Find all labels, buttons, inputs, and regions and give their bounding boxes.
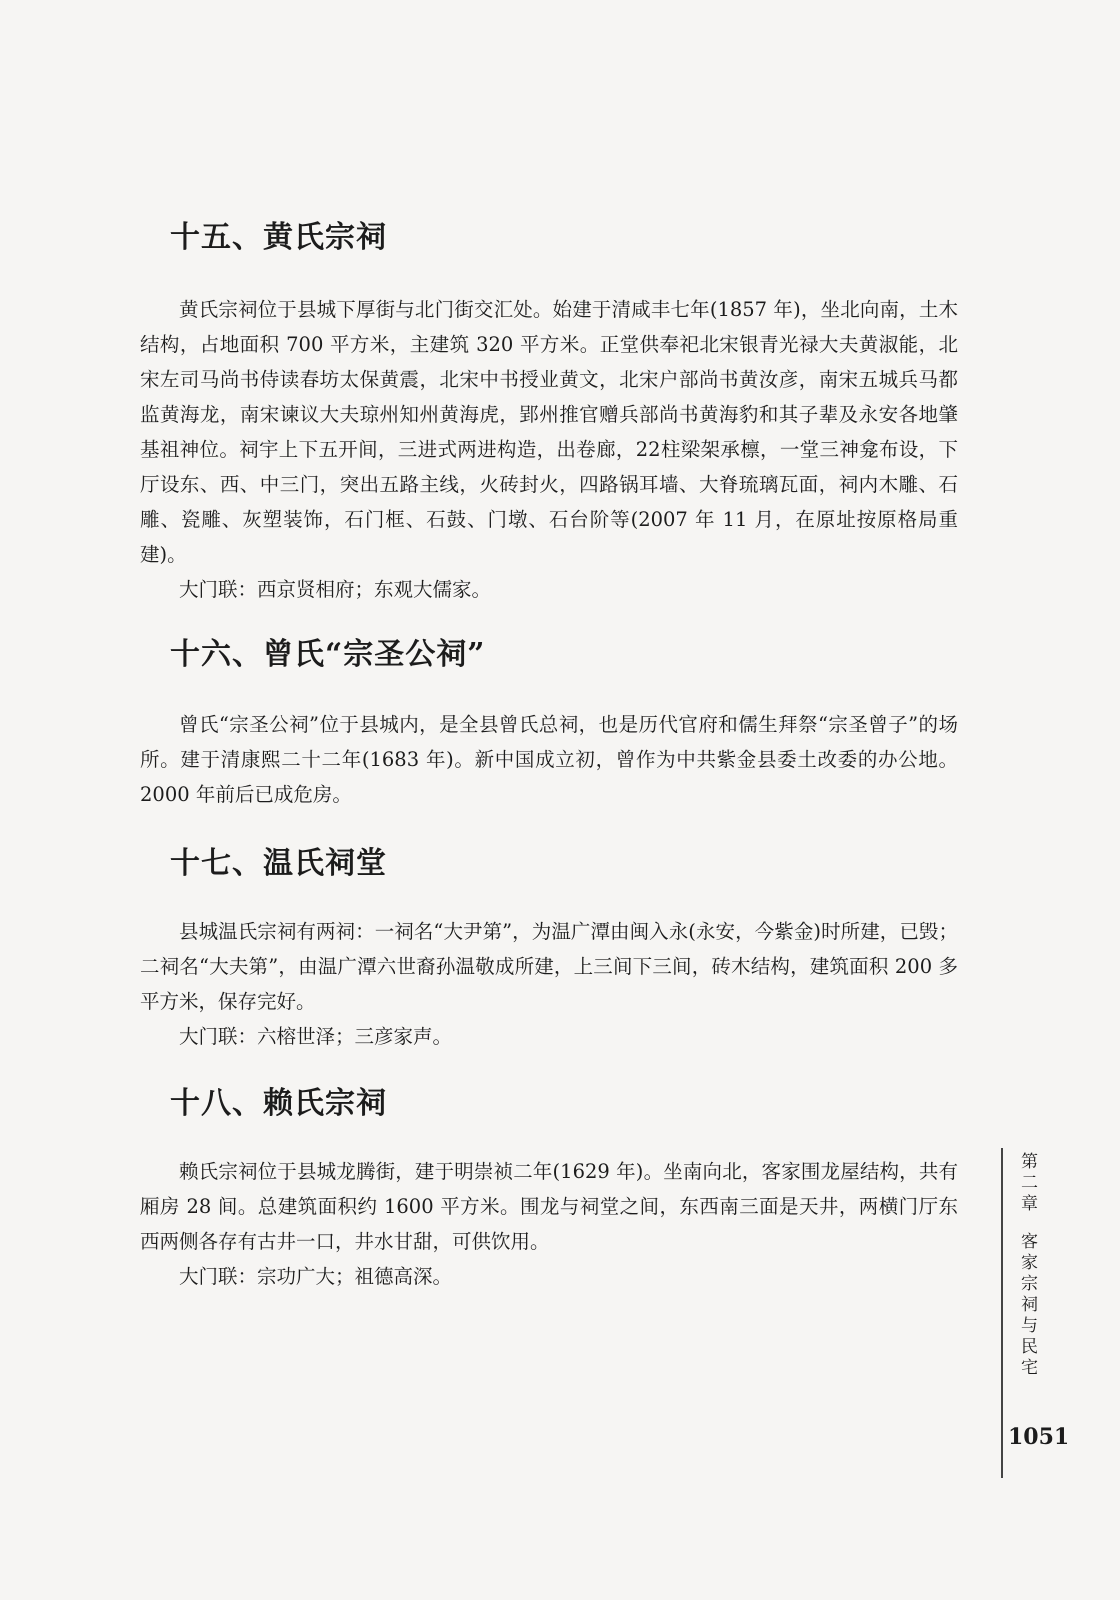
sidebar-chapter-title: 客家宗祠与民宅 bbox=[1017, 1232, 1037, 1379]
section-heading-18: 十八、赖氏宗祠 bbox=[170, 1086, 387, 1121]
section-paragraph-16: 曾氏“宗圣公祠”位于县城内，是全县曾氏总祠，也是历代官府和儒生拜祭“宗圣曾子”的场所。建于清康熙二十二年(1683 年)。新中国成立初，曾作为中共紫金县委土改委的办公地。2000 年前后已成危房。 bbox=[140, 713, 958, 806]
section-paragraph-17: 县城温氏宗祠有两祠：一祠名“大尹第”，为温广潭由闽入永(永安，今紫金)时所建，已毁；二祠名“大夫第”，由温广潭六世裔孙温敬成所建，上三间下三间，砖木结构，建筑面积 200 多平方米，保存完好。 bbox=[140, 920, 958, 1013]
section-heading-16: 十六、曾氏“宗圣公祠” bbox=[170, 637, 486, 672]
section-heading-17: 十七、温氏祠堂 bbox=[170, 846, 387, 881]
section-paragraph-18: 赖氏宗祠位于县城龙腾街，建于明崇祯二年(1629 年)。坐南向北，客家围龙屋结构，共有厢房 28 间。总建筑面积约 1600 平方米。围龙与祠堂之间，东西南三面是天井，两横门厅东西两侧各存有古井一口，井水甘甜，可供饮用。 bbox=[140, 1160, 958, 1253]
chapter-sidebar bbox=[1003, 1148, 1053, 1418]
section-couplet-17: 大门联：六榕世泽；三彦家声。 bbox=[179, 1025, 453, 1048]
section-paragraph-15: 黄氏宗祠位于县城下厚街与北门街交汇处。始建于清咸丰七年(1857 年)，坐北向南，土木结构，占地面积 700 平方米，主建筑 320 平方米。正堂供奉祀北宋银青光禄大夫黄淑能，北宋左司马尚书侍读春坊太保黄震，北宋中书授业黄文，北宋户部尚书黄汝彦，南宋五城兵马都监黄海龙，南宋谏议大夫琼州知州黄海虎，郢州推官赠兵部尚书黄海豹和其子辈及永安各地肇基祖神位。祠宇上下五开间，三进式两进构造，出卷廊，22柱梁架承檩，一堂三神龛布设，下厅设东、西、中三门，突出五路主线，火砖封火，四路锅耳墙、大脊琉璃瓦面，祠内木雕、石雕、瓷雕、灰塑装饰，石门框、石鼓、门墩、石台阶等(2007 年 11 月，在原址按原格局重建)。 bbox=[140, 298, 958, 566]
page-number: 1051 bbox=[1008, 1424, 1070, 1450]
section-couplet-15: 大门联：西京贤相府；东观大儒家。 bbox=[179, 578, 492, 601]
main-content bbox=[140, 218, 958, 1294]
sidebar-chapter: 第二章 bbox=[1017, 1152, 1037, 1215]
section-heading-15: 十五、黄氏宗祠 bbox=[170, 220, 387, 255]
section-couplet-18: 大门联：宗功广大；祖德高深。 bbox=[179, 1265, 453, 1288]
